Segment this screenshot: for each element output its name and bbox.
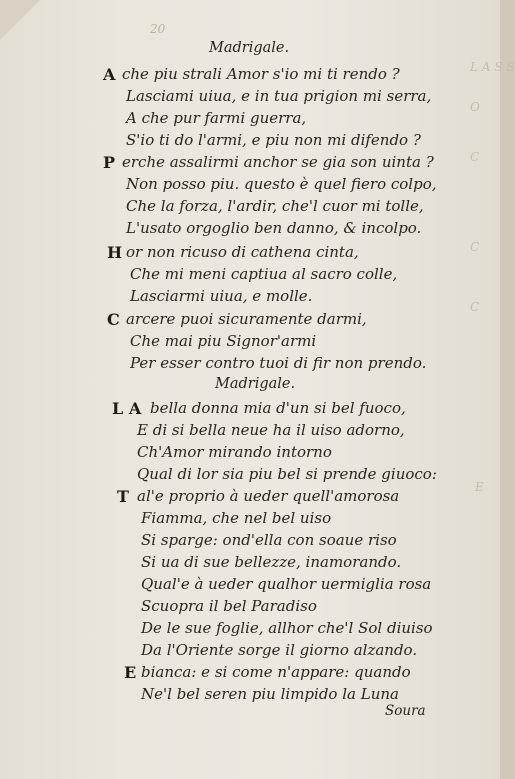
verse-line: Non posso piu. questo è quel fiero colpo, [126, 175, 437, 193]
verse-line: Che mai piu Signor'armi [130, 332, 317, 350]
verse-line: Che la forza, l'ardir, che'l cuor mi tolle, [126, 197, 424, 215]
verse-line: bianca: e si come n'appare: quando [141, 663, 411, 681]
catchword: Soura [385, 703, 426, 719]
verse-line: Lasciami uiua, e in tua prigion mi serra, [126, 87, 432, 105]
verse-line: bella donna mia d'un si bel fuoco, [150, 399, 406, 417]
verse-line: Da l'Oriente sorge il giorno alzando. [141, 641, 418, 659]
show-through-text: C [470, 240, 480, 254]
verse-line: al'e proprio à ueder quell'amorosa [137, 487, 400, 505]
verse-line: or non ricuso di cathena cinta, [126, 243, 359, 261]
verse-line: Che mi meni captiua al sacro colle, [130, 265, 398, 283]
verse-line: E di si bella neue ha il uiso adorno, [137, 421, 405, 439]
show-through-text: C [470, 150, 480, 164]
page-corner-fold [0, 0, 40, 40]
section-heading: Madrigale. [209, 40, 290, 56]
show-through-text: C [470, 300, 480, 314]
verse-line: Ch'Amor mirando intorno [137, 443, 332, 461]
verse-line: Si sparge: ond'ella con soaue riso [141, 531, 397, 549]
verse-line: De le sue foglie, allhor che'l Sol diuiso [141, 619, 433, 637]
verse-line: S'io ti do l'armi, e piu non mi difendo ? [126, 131, 421, 149]
verse-line: Qual'e à ueder qualhor uermiglia rosa [141, 575, 432, 593]
folio-number: 20 [150, 22, 166, 36]
initial-letter: C [107, 310, 120, 329]
show-through-text: L A S S [470, 60, 515, 74]
verse-line: Lasciarmi uiua, e molle. [130, 287, 313, 305]
section-heading: Madrigale. [215, 376, 296, 392]
initial-letter: E [124, 663, 137, 682]
initial-letter: H [107, 243, 123, 262]
verse-line: che piu strali Amor s'io mi ti rendo ? [122, 65, 400, 83]
initial-letter: T [117, 487, 129, 506]
show-through-text: E [475, 480, 484, 494]
verse-line: Si ua di sue bellezze, inamorando. [141, 553, 402, 571]
verse-line: Ne'l bel seren piu limpido la Luna [141, 685, 399, 703]
verse-line: arcere puoi sicuramente darmi, [126, 310, 367, 328]
verse-line: Fiamma, che nel bel uiso [141, 509, 332, 527]
verse-line: Per esser contro tuoi di fir non prendo. [130, 354, 427, 372]
initial-letter: L A [112, 399, 142, 418]
verse-line: A che pur farmi guerra, [126, 109, 307, 127]
verse-line: L'usato orgoglio ben danno, & incolpo. [126, 219, 422, 237]
show-through-text: O [470, 100, 480, 114]
verse-line: Scuopra il bel Paradiso [141, 597, 317, 615]
initial-letter: P [103, 153, 116, 172]
initial-letter: A [103, 65, 116, 84]
verse-line: Qual di lor sia piu bel si prende giuoco: [137, 465, 437, 483]
verse-line: erche assalirmi anchor se gia son uinta ? [122, 153, 434, 171]
